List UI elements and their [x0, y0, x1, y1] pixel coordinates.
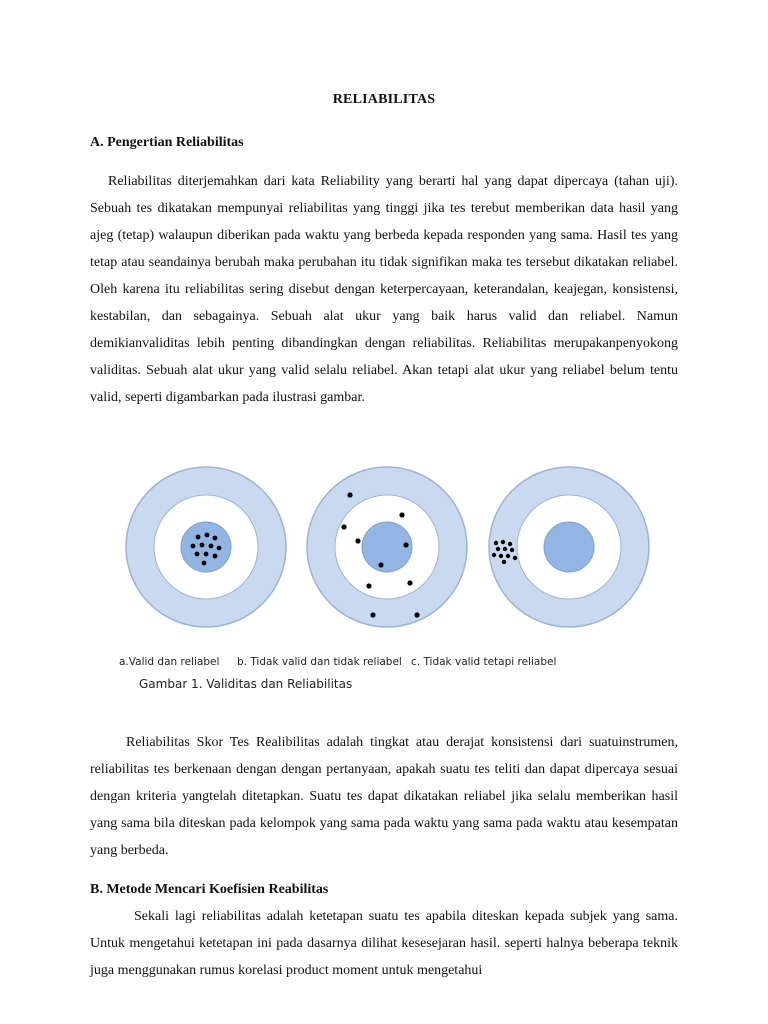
- document-title: RELIABILITAS: [332, 92, 436, 107]
- target-a-bullseye: [181, 522, 231, 572]
- dot: [213, 536, 218, 541]
- dot: [213, 554, 218, 559]
- dot: [399, 512, 404, 517]
- dot: [205, 533, 210, 538]
- validity-reliability-figure: [119, 466, 679, 696]
- dot: [217, 546, 222, 551]
- section-a-paragraph: Reliabilitas diterjemahkan dari kata Reliability yang berarti hal yang dapat dipercaya (tahan uji). Sebuah tes dikatakan mempunyai reliabilitas yang tinggi jika tes terebut memberikan data hasil yang ajeg (tetap) walaupun diberikan pada waktu yang berbeda kepada responden yang sama. Hasil tes yang tetap atau seandainya berubah maka perubahan itu tidak signifikan maka tes tersebut dikatakan reliabel. Oleh karena itu reliabilitas sering disebut dengan keterpercayaan, keterandalan, keajegan, konsistensi, kestabilan, dan sebagainya. Sebuah alat ukur yang baik harus valid dan reliabel. Namun demikianvaliditas lebih penting dibandingkan dengan reliabilitas. Reliabilitas merupakanpenyokong validitas. Sebuah alat ukur yang valid selalu reliabel. Akan tetapi alat ukur yang reliabel belum tentu valid, seperti digambarkan pada ilustrasi gambar.: [90, 174, 678, 405]
- dot: [355, 538, 360, 543]
- section-b-paragraph: Sekali lagi reliabilitas adalah ketetapan suatu tes apabila diteskan kepada subjek yang sama. Untuk mengetahui ketetapan ini pada dasarnya dilihat kesesejaran hasil. seperti halnya beberapa teknik juga menggunakan rumus korelasi product moment untuk mengetahui: [90, 909, 678, 978]
- dot: [366, 583, 371, 588]
- dot: [202, 561, 207, 566]
- target-c: [489, 467, 649, 627]
- dot: [499, 554, 503, 558]
- dot: [191, 544, 196, 549]
- figure-caption: Gambar 1. Validitas dan Reliabilitas: [139, 677, 353, 691]
- dot: [195, 552, 200, 557]
- dot: [378, 562, 383, 567]
- dot: [508, 542, 512, 546]
- figure-label-c: c. Tidak valid tetapi reliabel: [411, 656, 557, 668]
- target-c-bullseye: [544, 522, 594, 572]
- dot: [492, 553, 496, 557]
- dot: [513, 556, 517, 560]
- dot: [501, 540, 505, 544]
- dot: [510, 548, 514, 552]
- dot: [341, 524, 346, 529]
- section-b-heading: B. Metode Mencari Koefisien Reabilitas: [90, 882, 329, 897]
- dot: [196, 535, 201, 540]
- target-a: [126, 467, 286, 627]
- dot: [403, 542, 408, 547]
- dot: [347, 492, 352, 497]
- target-diagrams: [119, 466, 679, 696]
- dot: [200, 543, 205, 548]
- dot: [494, 541, 498, 545]
- dot: [503, 547, 507, 551]
- figure-label-b: b. Tidak valid dan tidak reliabel: [237, 656, 402, 668]
- dot: [209, 544, 214, 549]
- dot: [370, 612, 375, 617]
- figure-label-a: a.Valid dan reliabel: [119, 656, 220, 668]
- dot: [502, 560, 506, 564]
- reliability-score-paragraph: Reliabilitas Skor Tes Realibilitas adalah tingkat atau derajat konsistensi dari suatuinstrumen, reliabilitas tes berkenaan dengan dengan pertanyaan, apakah suatu tes teliti dan dapat dipercaya sesuai dengan kriteria yangtelah ditetapkan. Suatu tes dapat dikatakan reliabel jika selalu memberikan hasil yang sama bila diteskan pada kelompok yang sama pada waktu yang sama pada waktu atau kesempatan yang berbeda.: [90, 735, 678, 858]
- target-b: [307, 467, 467, 627]
- dot: [496, 547, 500, 551]
- dot: [414, 612, 419, 617]
- section-a-heading: A. Pengertian Reliabilitas: [90, 135, 244, 150]
- dot: [506, 554, 510, 558]
- dot: [204, 552, 209, 557]
- dot: [407, 580, 412, 585]
